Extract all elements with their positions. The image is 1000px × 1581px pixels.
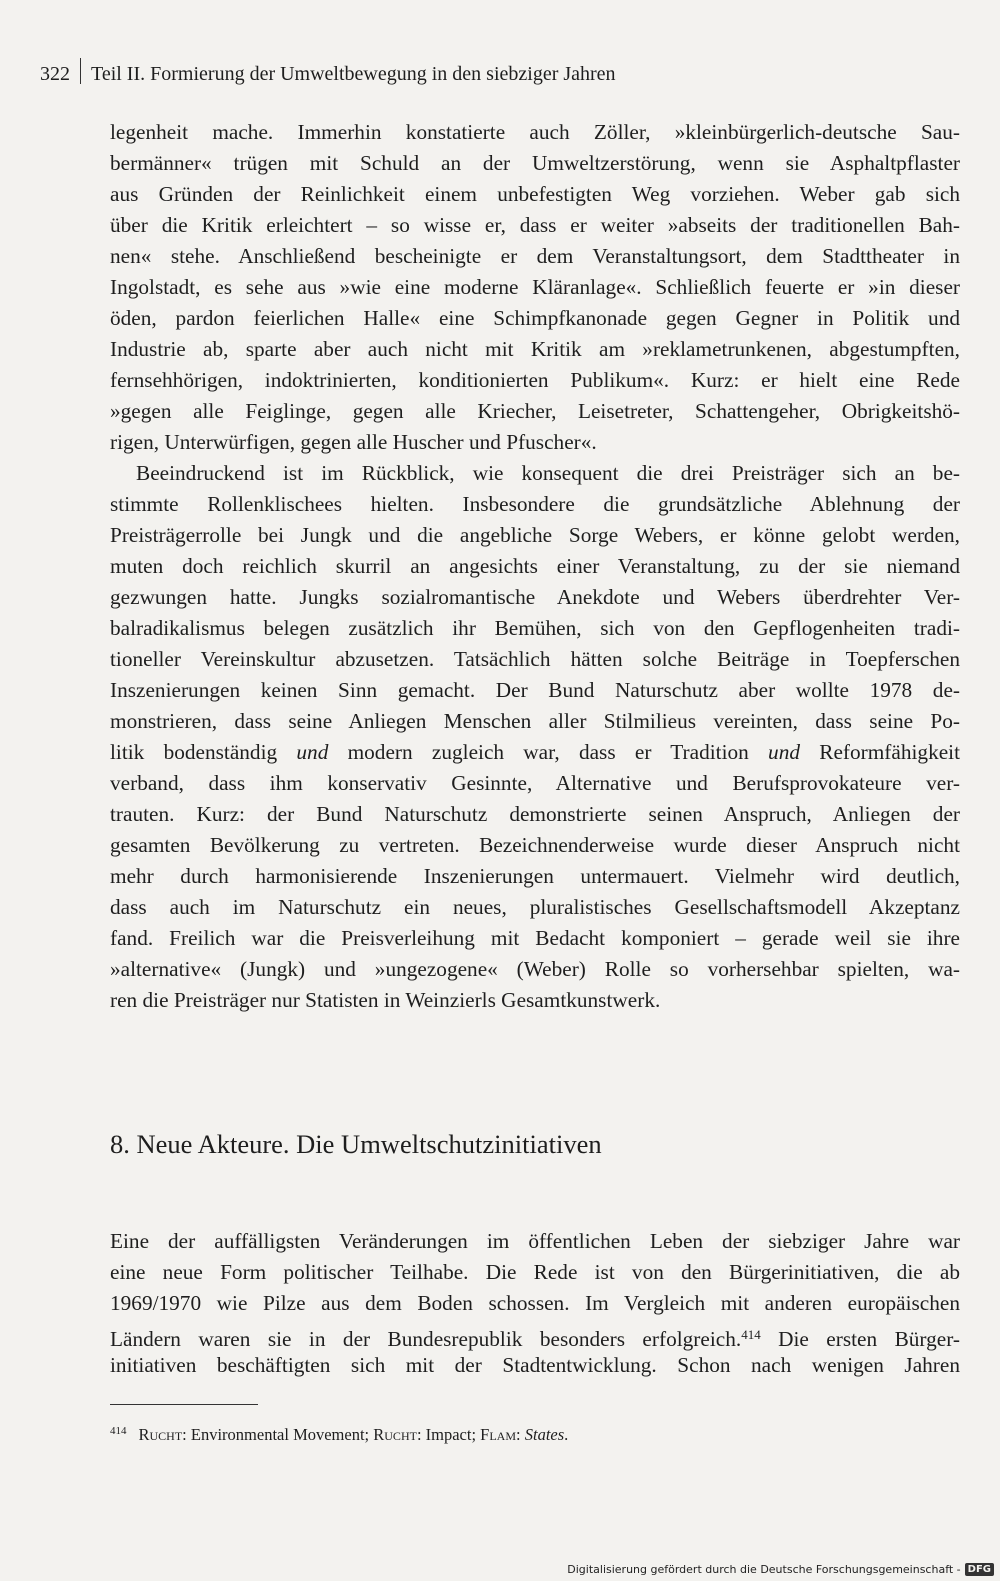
- text-line-with-footnote-ref: [110, 1319, 960, 1350]
- text-line: über die Kritik erleichtert – so wisse er, dass er weiter »abseits der traditionellen Bah-: [110, 213, 960, 237]
- text-line: ren die Preisträger nur Statisten in Weinzierls Gesamtkunstwerk.: [110, 988, 661, 1012]
- text-line: mehr durch harmonisierende Inszenierungen untermauert. Vielmehr wird deutlich,: [110, 864, 960, 888]
- page-number: 322: [40, 63, 70, 85]
- text-line: öden, pardon feierlichen Halle« eine Schimpfkanonade gegen Gegner in Politik und: [110, 306, 960, 330]
- text-segment: Reformfähigkeit: [800, 740, 961, 764]
- text-segment: Die ersten Bürger-: [760, 1327, 960, 1351]
- footnote-reference[interactable]: 414: [741, 1327, 761, 1342]
- text-line: dass auch im Naturschutz ein neues, pluralistisches Gesellschaftsmodell Akzeptanz: [110, 895, 960, 919]
- footnote-title-italic: States: [524, 1425, 565, 1444]
- paragraph-2: [110, 458, 960, 1016]
- running-title: Teil II. Formierung der Umweltbewegung in den siebziger Jahren: [91, 63, 616, 85]
- text-line: Beeindruckend ist im Rückblick, wie konsequent die drei Preisträger sich an be-: [136, 461, 960, 485]
- text-line: gezwungen hatte. Jungks sozialromantische Anekdote und Webers überdrehter Ver-: [110, 585, 960, 609]
- text-line: fernsehhörigen, indoktrinierten, konditionierten Publikum«. Kurz: er hielt eine Rede: [110, 368, 960, 392]
- footnote-divider: [110, 1404, 258, 1405]
- footnote-title: : Impact;: [416, 1425, 481, 1444]
- paragraph-3: [110, 1226, 960, 1381]
- text-line: monstrieren, dass seine Anliegen Menschen aller Stilmilieus vereinten, dass seine Po-: [110, 709, 960, 733]
- text-line: rigen, Unterwürfigen, gegen alle Huscher und Pfuscher«.: [110, 430, 597, 454]
- text-line-with-emphasis: [110, 737, 960, 768]
- text-line: nen« stehe. Anschließend bescheinigte er dem Veranstaltungsort, dem Stadttheater in: [110, 244, 960, 268]
- text-line: Inszenierungen keinen Sinn gemacht. Der Bund Naturschutz aber wollte 1978 de-: [110, 678, 960, 702]
- text-line: »gegen alle Feiglinge, gegen alle Kriecher, Leisetreter, Schattengeher, Obrigkeitshö-: [110, 399, 960, 423]
- footnote-number: 414: [110, 1425, 127, 1437]
- running-header: [40, 58, 940, 88]
- text-line: initiativen beschäftigten sich mit der Stadtentwicklung. Schon nach wenigen Jahren: [110, 1353, 960, 1377]
- section-heading: 8. Neue Akteure. Die Umweltschutzinitiativen: [110, 1129, 602, 1159]
- digitization-footer: [567, 1563, 994, 1576]
- text-line: bermänner« trügen mit Schuld an der Umweltzerstörung, wenn sie Asphaltpflaster: [110, 151, 960, 175]
- text-line: stimmte Rollenklischees hielten. Insbesondere die grundsätzliche Ablehnung der: [110, 492, 960, 516]
- text-line: gesamten Bevölkerung zu vertreten. Bezeichnenderweise wurde dieser Anspruch nicht: [110, 833, 960, 857]
- text-segment: litik bodenständig: [110, 740, 297, 764]
- text-line: »alternative« (Jungk) und »ungezogene« (Weber) Rolle so vorhersehbar spielten, wa-: [110, 957, 960, 981]
- text-line: muten doch reichlich skurril an angesichts einer Veranstaltung, zu der sie niemand: [110, 554, 960, 578]
- text-line: Industrie ab, sparte aber auch nicht mit Kritik am »reklametrunkenen, abgestumpften,: [110, 337, 960, 361]
- footnote-author: Rucht: [373, 1425, 417, 1444]
- text-line: fand. Freilich war die Preisverleihung mit Bedacht komponiert – gerade weil sie ihre: [110, 926, 960, 950]
- italic-emphasis: und: [296, 740, 329, 764]
- text-line: Eine der auffälligsten Veränderungen im öffentlichen Leben der siebziger Jahre war: [110, 1229, 960, 1253]
- italic-emphasis: und: [768, 740, 800, 764]
- footnote-title: :: [516, 1425, 525, 1444]
- footnote-author: Flam: [480, 1425, 517, 1444]
- footnote-title: : Environmental Movement;: [182, 1425, 374, 1444]
- footnote-author: Rucht: [138, 1425, 183, 1444]
- text-line: Ingolstadt, es sehe aus »wie eine moderne Kläranlage«. Schließlich feuerte er »in dieser: [110, 275, 960, 299]
- text-line: tioneller Vereinskultur abzusetzen. Tatsächlich hätten solche Beiträge in Toepferschen: [110, 647, 960, 671]
- text-line: 1969/1970 wie Pilze aus dem Boden schossen. Im Vergleich mit anderen europäischen: [110, 1291, 960, 1315]
- text-line: Preisträgerrolle bei Jungk und die angebliche Sorge Webers, er könne gelobt werden,: [110, 523, 960, 547]
- footnote-end: .: [564, 1425, 569, 1444]
- footnote: [110, 1420, 568, 1446]
- text-segment: Ländern waren sie in der Bundesrepublik besonders erfolgreich.: [110, 1327, 742, 1351]
- text-line: verband, dass ihm konservativ Gesinnte, Alternative und Berufsprovokateure ver-: [110, 771, 960, 795]
- text-segment: modern zugleich war, dass er Tradition: [328, 740, 769, 764]
- digitization-note: Digitalisierung gefördert durch die Deutsche Forschungsgemeinschaft -: [567, 1563, 961, 1576]
- text-line: balradikalismus belegen zusätzlich ihr Bemühen, sich von den Gepflogenheiten tradi-: [110, 616, 960, 640]
- text-line: trauten. Kurz: der Bund Naturschutz demonstrierte seinen Anspruch, Anliegen der: [110, 802, 960, 826]
- dfg-logo: DFG: [965, 1563, 994, 1576]
- text-line: eine neue Form politischer Teilhabe. Die Rede ist von den Bürgerinitiativen, die ab: [110, 1260, 960, 1284]
- paragraph-1: [110, 117, 960, 458]
- header-divider: [80, 58, 81, 84]
- text-line: legenheit mache. Immerhin konstatierte auch Zöller, »kleinbürgerlich-deutsche Sau-: [110, 120, 960, 144]
- text-line: aus Gründen der Reinlichkeit einem unbefestigten Weg vorziehen. Weber gab sich: [110, 182, 960, 206]
